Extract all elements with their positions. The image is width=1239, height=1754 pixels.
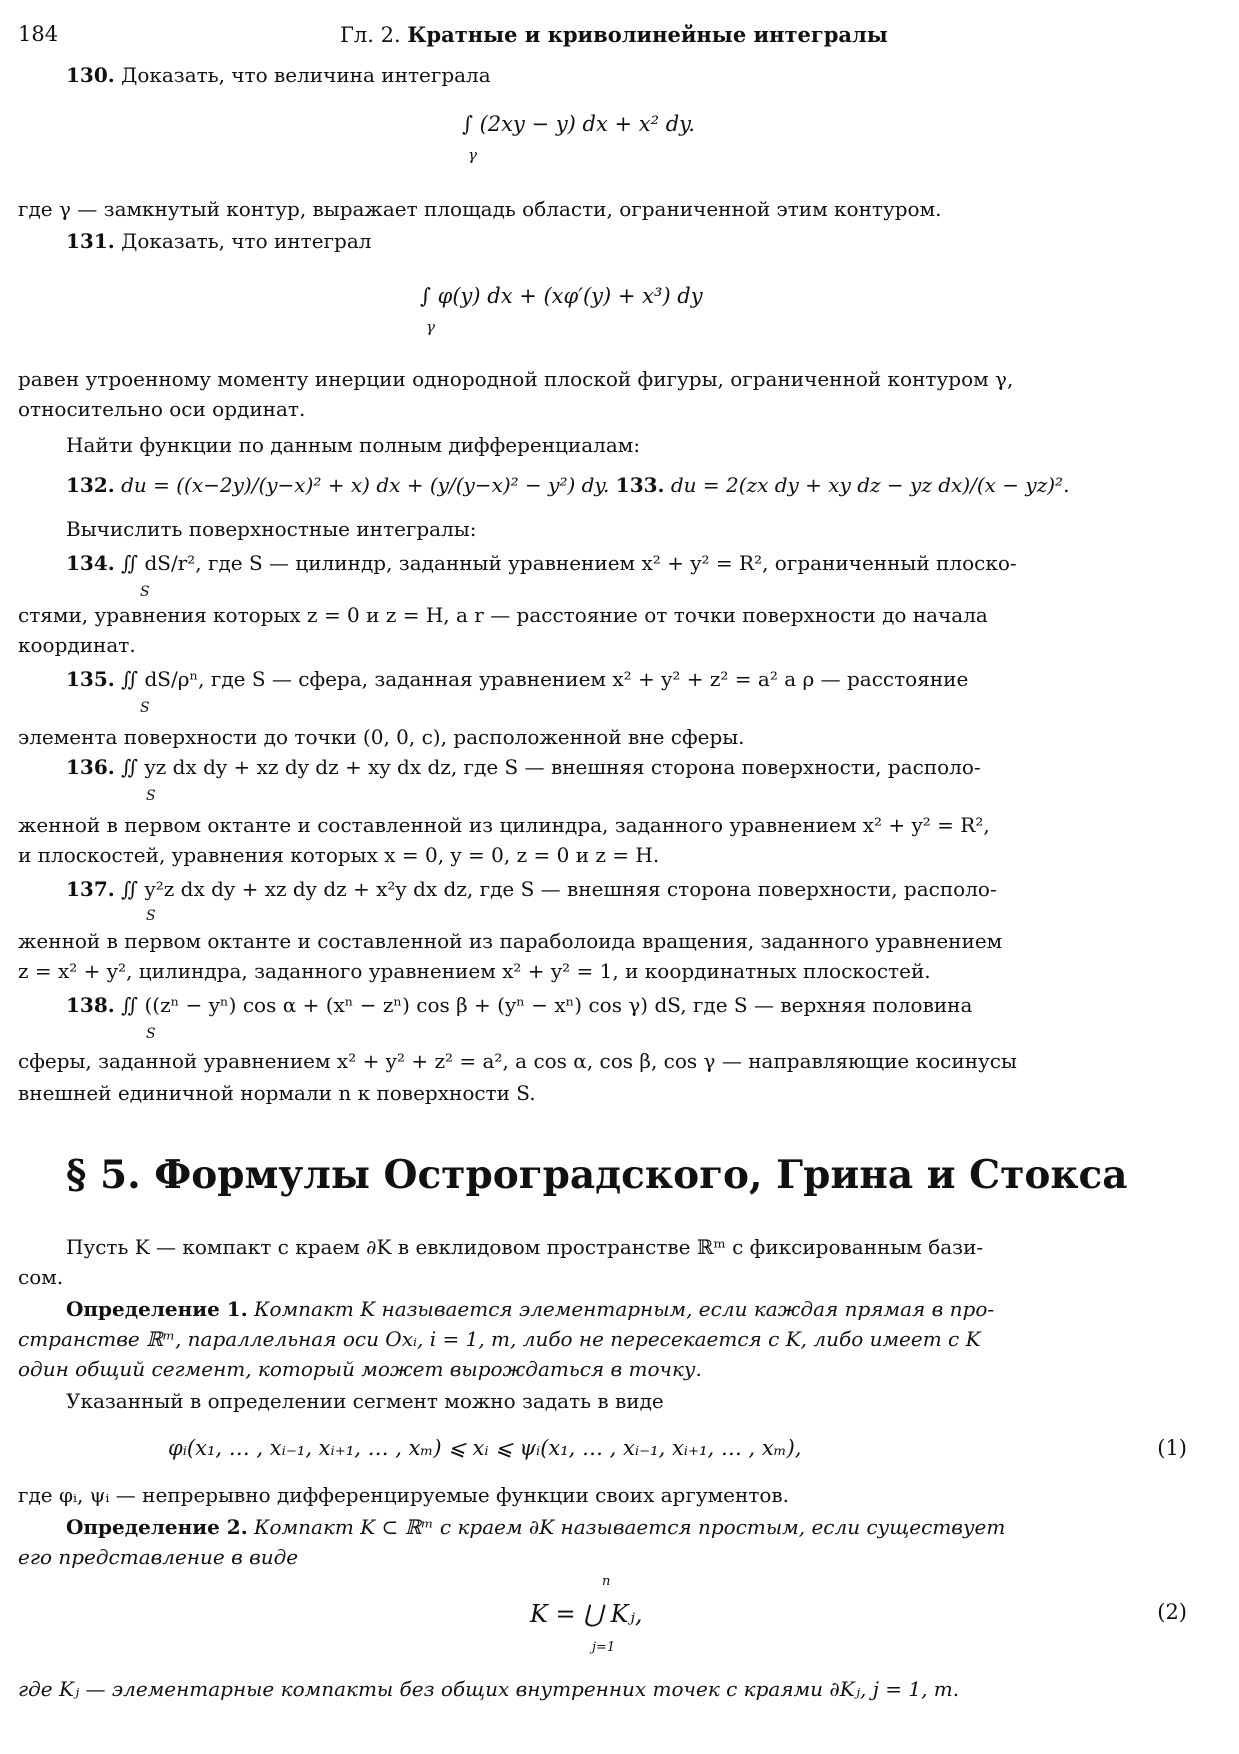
section-intro-line1: Пусть K — компакт с краем ∂K в евклидовом пространстве ℝᵐ с фиксированным бази- [66, 1235, 984, 1259]
equation-2: K = ⋃ Kⱼ, [530, 1600, 643, 1628]
segment-intro: Указанный в определении сегмент можно задать в виде [66, 1389, 664, 1413]
problem-135-line2: элемента поверхности до точки (0, 0, c), расположенной вне сферы. [18, 725, 745, 749]
problem-131-explanation-line2: относительно оси ординат. [18, 397, 306, 421]
definition-text: Компакт K ⊂ ℝᵐ с краем ∂K называется простым, если существует [247, 1515, 1006, 1539]
find-functions-intro: Найти функции по данным полным дифференциалам: [66, 433, 641, 457]
problem-130-statement [66, 62, 1199, 89]
problem-136-surface-label: S [146, 788, 156, 804]
problem-130-formula: ∫ (2xy − y) dx + x² dy. [462, 112, 695, 136]
equation-1-explanation: где φᵢ, ψᵢ — непрерывно дифференцируемые функции своих аргументов. [18, 1483, 790, 1507]
problem-137-line2: женной в первом октанте и составленной из параболоида вращения, заданного уравнением [18, 929, 1003, 953]
problem-text: ∬ y²z dx dy + xz dy dz + x²y dx dz, где S — внешняя сторона поверхности, располо- [121, 877, 997, 901]
problem-138-surface-label: S [146, 1026, 156, 1042]
problem-132-formula: du = ((x−2y)/(y−x)² + x) dx + (y/(y−x)² − y²) dy. [121, 473, 610, 497]
problem-text: ∬ dS/ρⁿ, где S — сфера, заданная уравнением x² + y² + z² = a² а ρ — расстояние [121, 667, 969, 691]
problem-133-formula: du = 2(zx dy + xy dz − yz dx)/(x − yz)². [670, 473, 1070, 497]
problem-134-line2: стями, уравнения которых z = 0 и z = H, а r — расстояние от точки поверхности до начала [18, 603, 988, 627]
problem-137-line3: z = x² + y², цилиндра, заданного уравнением x² + y² = 1, и координатных плоскостей. [18, 959, 931, 983]
problem-134-line3: координат. [18, 633, 136, 657]
problem-text: Доказать, что интеграл [114, 229, 372, 253]
section-intro-line2: сом. [18, 1265, 64, 1289]
problem-136-line3: и плоскостей, уравнения которых x = 0, y = 0, z = 0 и z = H. [18, 843, 660, 867]
running-header [18, 22, 1221, 52]
equation-1: φᵢ(x₁, … , xᵢ₋₁, xᵢ₊₁, … , xₘ) ⩽ xᵢ ⩽ ψᵢ(x₁, … , xᵢ₋₁, xᵢ₊₁, … , xₘ), [168, 1436, 802, 1460]
problem-130-explanation: где γ — замкнутый контур, выражает площадь области, ограниченной этим контуром. [18, 197, 942, 221]
problem-number: 132. [66, 473, 115, 497]
problem-text: ∬ dS/r², где S — цилиндр, заданный уравнением x² + y² = R², ограниченный плоско- [121, 551, 1017, 575]
definition-1-line3: один общий сегмент, который может вырождаться в точку. [18, 1357, 702, 1381]
problems-132-133 [66, 472, 1199, 499]
page-number: 184 [18, 22, 59, 46]
definition-1-line2: странстве ℝᵐ, параллельная оси Oxᵢ, i = 1, m, либо не пересекается с K, либо имеет с K [18, 1327, 981, 1351]
definition-label: Определение 2. [66, 1515, 248, 1539]
problem-number: 138. [66, 993, 115, 1017]
problem-number: 137. [66, 877, 115, 901]
section-heading: § 5. Формулы Остроградского, Грина и Стокса [66, 1152, 1128, 1198]
problem-135-surface-label: S [140, 700, 150, 716]
definition-2-line1 [66, 1514, 1199, 1541]
equation-2-lower-limit: j=1 [592, 1640, 616, 1655]
chapter-prefix: Гл. 2. [340, 23, 408, 47]
equation-2-upper-limit: n [602, 1574, 611, 1589]
problem-number: 136. [66, 755, 115, 779]
problem-number: 135. [66, 667, 115, 691]
problem-text: ∬ ((zⁿ − yⁿ) cos α + (xⁿ − zⁿ) cos β + (yⁿ − xⁿ) cos γ) dS, где S — верхняя половина [121, 993, 973, 1017]
problem-137-surface-label: S [146, 908, 156, 924]
surface-integrals-intro: Вычислить поверхностные интегралы: [66, 517, 477, 541]
definition-2-line2: его представление в виде [18, 1545, 299, 1569]
problem-136-line2: женной в первом октанте и составленной из цилиндра, заданного уравнением x² + y² = R², [18, 813, 990, 837]
problem-131-contour-label: γ [426, 318, 435, 336]
chapter-title: Кратные и криволинейные интегралы [407, 22, 888, 47]
problem-text: ∬ yz dx dy + xz dy dz + xy dx dz, где S — внешняя сторона поверхности, располо- [121, 755, 981, 779]
problem-130-contour-label: γ [468, 146, 477, 164]
definition-1-line1 [66, 1296, 1199, 1323]
problem-137-line1 [66, 876, 1199, 903]
problem-138-line2: сферы, заданной уравнением x² + y² + z² = a², а cos α, cos β, cos γ — направляющие косинусы [18, 1049, 1017, 1073]
problem-138-line3: внешней единичной нормали n к поверхности S. [18, 1081, 536, 1105]
equation-2-explanation: где Kⱼ — элементарные компакты без общих внутренних точек с краями ∂Kⱼ, j = 1, m. [18, 1677, 960, 1701]
problem-number: 131. [66, 229, 115, 253]
definition-text: Компакт K называется элементарным, если каждая прямая в про- [247, 1297, 995, 1321]
problem-134-line1 [66, 550, 1199, 577]
problem-number: 130. [66, 63, 115, 87]
problem-135-line1 [66, 666, 1199, 693]
problem-number: 133. [615, 473, 665, 497]
definition-label: Определение 1. [66, 1297, 248, 1321]
problem-136-line1 [66, 754, 1199, 781]
problem-138-line1 [66, 992, 1199, 1019]
problem-131-explanation-line1: равен утроенному моменту инерции однородной плоской фигуры, ограниченной контуром γ, [18, 367, 1014, 391]
problem-number: 134. [66, 551, 115, 575]
problem-134-surface-label: S [140, 584, 150, 600]
equation-1-number: (1) [1157, 1436, 1187, 1460]
problem-131-statement [66, 228, 1199, 255]
problem-131-formula: ∫ φ(y) dx + (xφ′(y) + x³) dy [420, 284, 703, 308]
problem-text: Доказать, что величина интеграла [114, 63, 491, 87]
chapter-heading [340, 22, 888, 47]
equation-2-number: (2) [1157, 1600, 1187, 1624]
